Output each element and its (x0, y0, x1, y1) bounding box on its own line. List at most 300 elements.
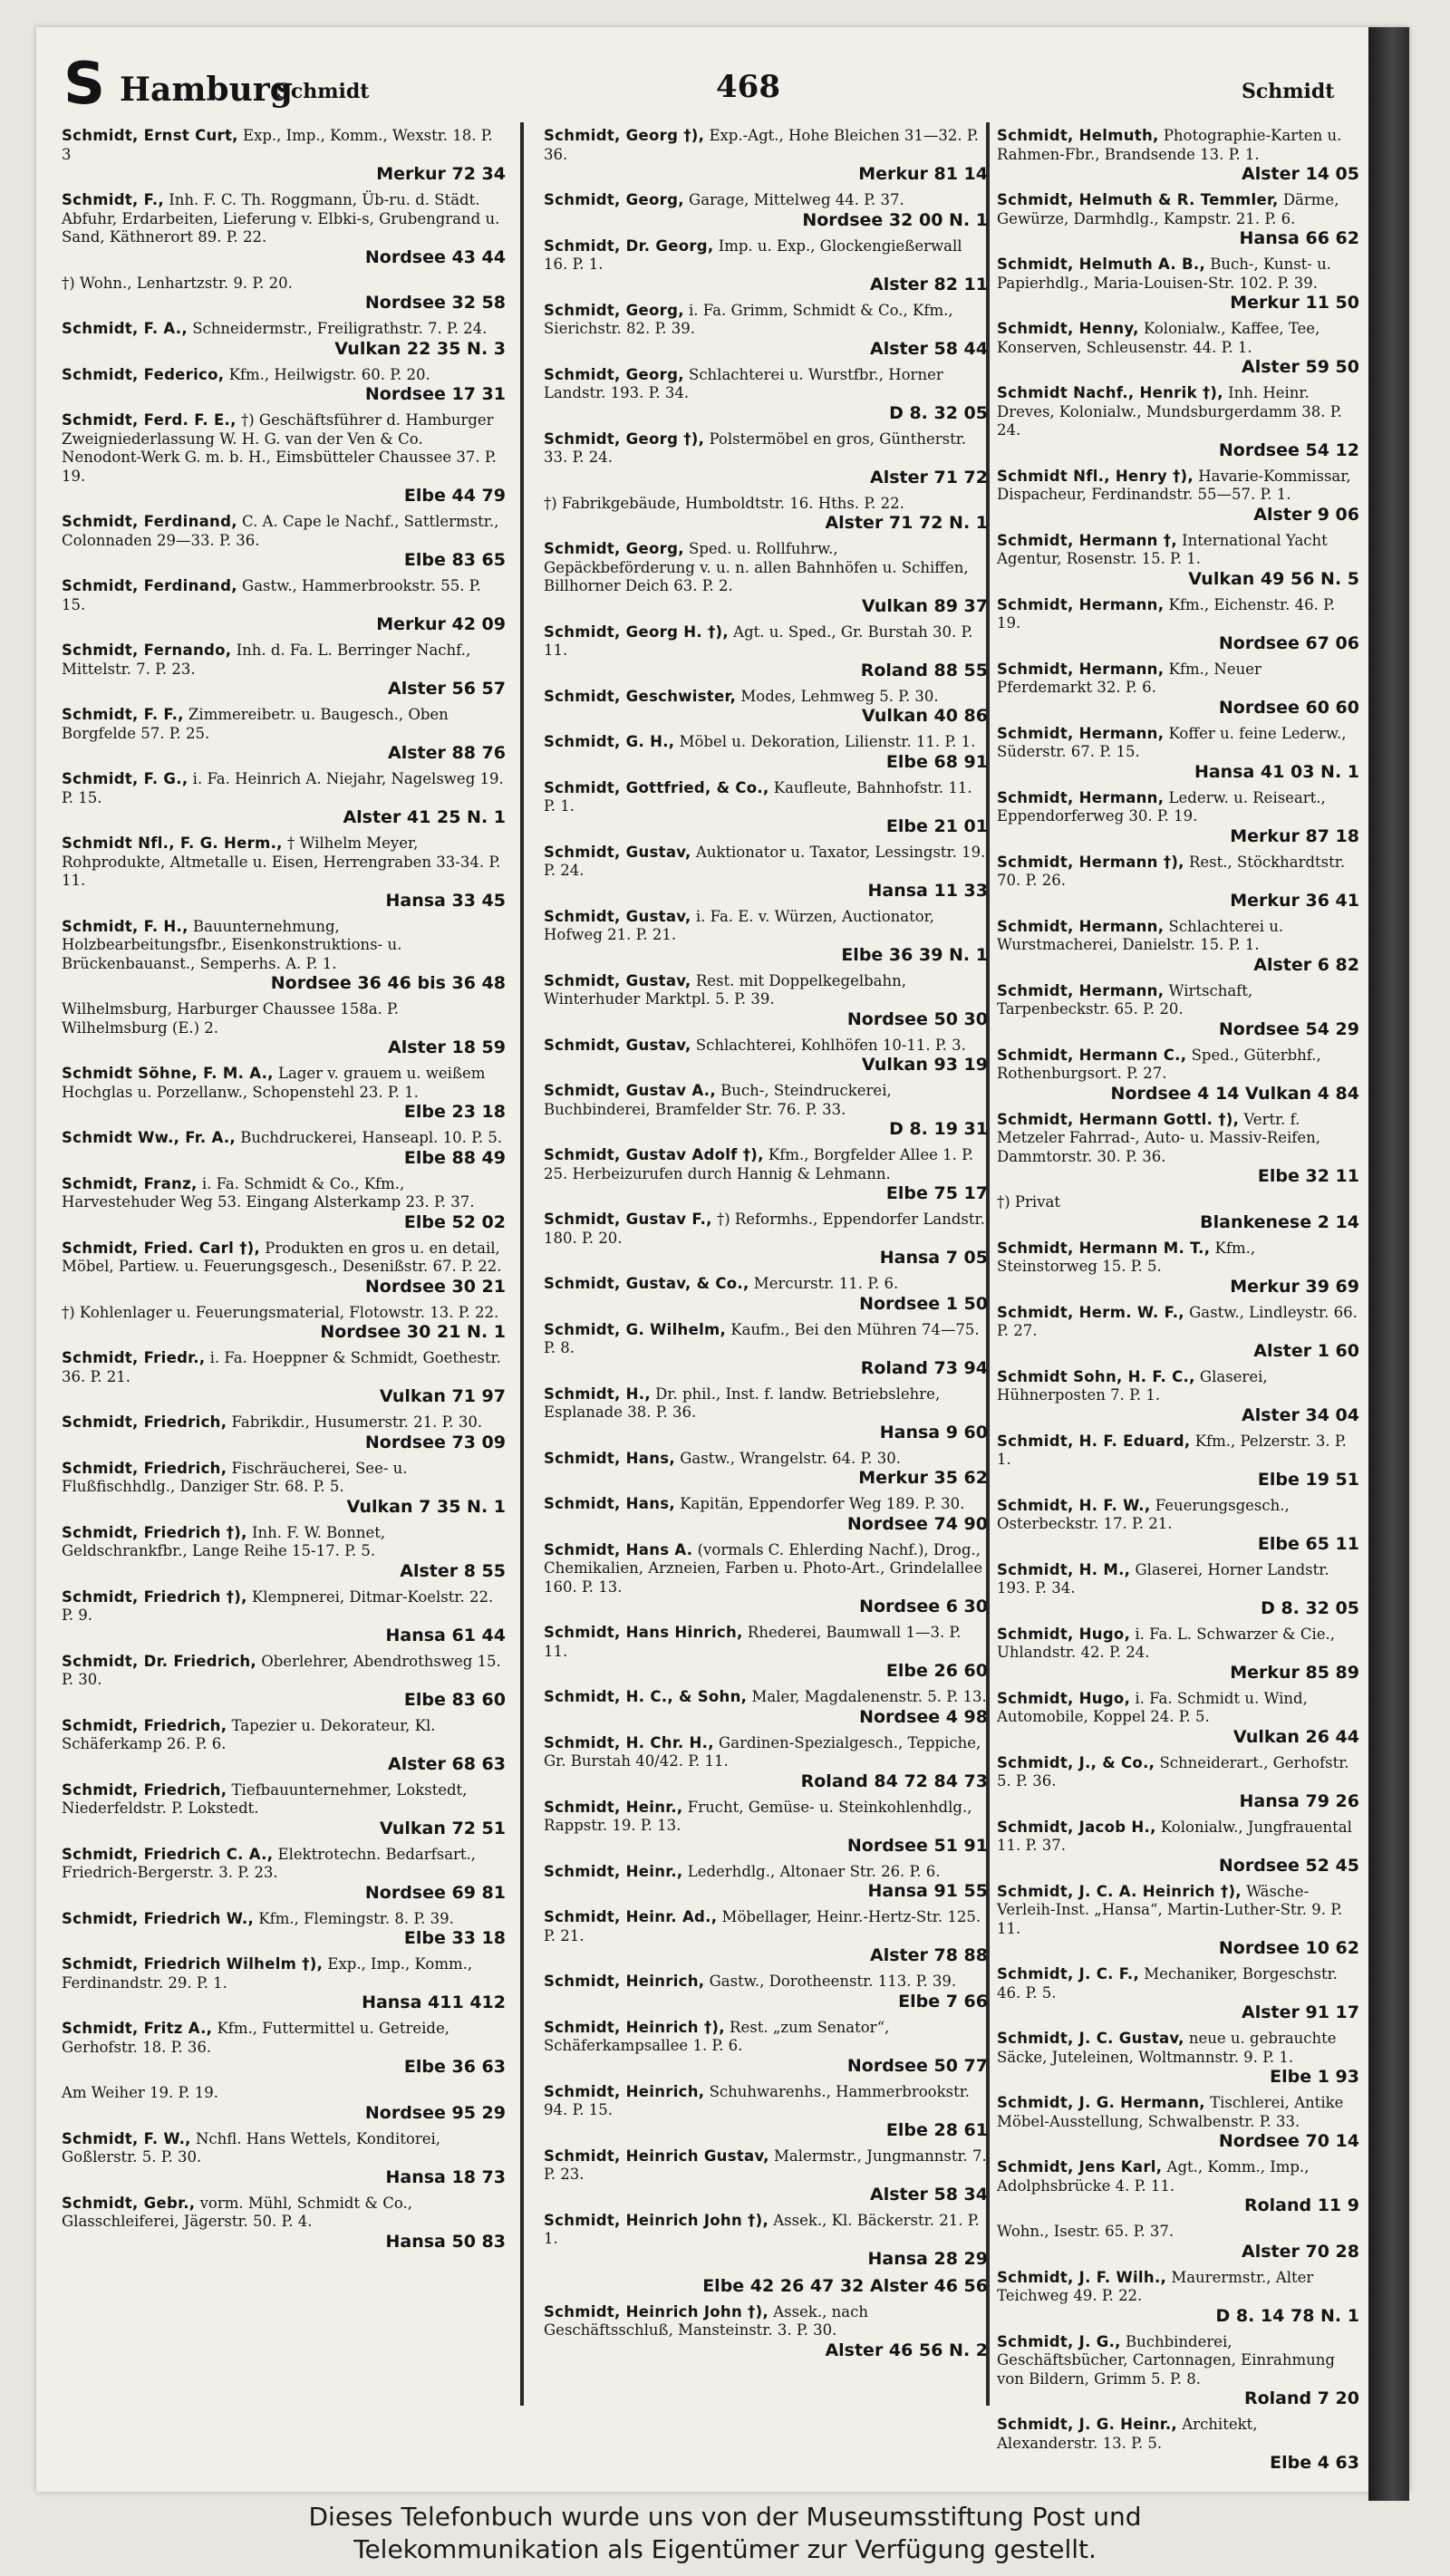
entry-name: Schmidt, Gustav F., (544, 1211, 712, 1228)
entry-phone-number: Elbe 44 79 (403, 486, 506, 506)
entry-phone-number: Elbe 1 93 (1270, 2067, 1359, 2087)
entry-phone-number: Alster 70 28 (1242, 2241, 1359, 2262)
entry-details: Architekt, Alexanderstr. 13. P. 5. (997, 2416, 1258, 2452)
directory-entry (544, 1863, 988, 1902)
entry-phone-number: Nordsee 4 14 Vulkan 4 84 (1110, 1083, 1359, 1104)
entry-name: Schmidt, Friedrich, (62, 1413, 227, 1431)
entry-phone-number: Nordsee 73 09 (364, 1432, 506, 1452)
entry-name: Schmidt, Friedr., (62, 1349, 206, 1366)
entry-details: Kfm., Borgfelder Allee 1. P. 25. Herbeizurufen durch Hannig & Lehmann. (544, 1146, 974, 1182)
entry-name: Schmidt, Ferd. F. E., (62, 411, 237, 429)
directory-entry (997, 1754, 1359, 1811)
entry-text-line (997, 854, 1359, 891)
entry-details: Tapezier u. Dekorateur, Kl. Schäferkamp 26. P. 6. (62, 1716, 436, 1752)
entry-details: Kapitän, Eppendorfer Weg 189. P. 30. (680, 1495, 965, 1512)
entry-text-line (544, 972, 988, 1009)
entry-name: Schmidt, Fried. Carl †), (62, 1239, 261, 1257)
entry-phone-number: Nordsee 32 58 (364, 293, 506, 313)
entry-name: Schmidt, Herm. W. F., (997, 1303, 1184, 1321)
directory-entry (544, 733, 988, 772)
entry-details: Glaserei, Horner Landstr. 193. P. 34. (997, 1560, 1329, 1597)
entry-details: Inh. F. C. Th. Roggmann, Üb-ru. d. Städt. Abfuhr, Erdarbeiten, Lieferung v. Elbki-s, Grubengrand u. Sand, Käthnerort 89. P. 22. (62, 191, 500, 246)
entry-name: Schmidt, G. Wilhelm, (544, 1320, 727, 1338)
directory-entry (997, 2416, 1359, 2473)
entry-details: Gastw., Wrangelstr. 64. P. 30. (680, 1449, 902, 1467)
entry-text-line (544, 302, 988, 339)
directory-entry (62, 1129, 506, 1168)
entry-details: Tiefbauunternehmer, Lokstedt, Niederfeldstr. P. Lokstedt. (62, 1780, 468, 1817)
entry-details: Möbellager, Heinr.-Hertz-Str. 125. P. 21. (544, 1908, 981, 1944)
entry-name: Schmidt Söhne, F. M. A., (62, 1065, 274, 1082)
entry-text-line (544, 1541, 988, 1597)
entry-phone-number: Hansa 11 33 (867, 880, 988, 901)
entry-name: Schmidt, Dr. Friedrich, (62, 1652, 256, 1670)
entry-text-line (997, 384, 1359, 440)
entry-details: Produkten en gros u. en detail, Möbel, Partiew. u. Feuerungsgesch., Desenißstr. 67. P. 22. (62, 1239, 502, 1275)
entry-phone-number: Merkur 87 18 (1230, 825, 1359, 846)
entry-details: Inh. F. W. Bonnet, Geldschrankfbr., Lange Reihe 15-17. P. 5. (62, 1523, 386, 1559)
entry-text-line (997, 1754, 1359, 1791)
directory-entry (544, 1495, 988, 1534)
entry-phone-number: Nordsee 52 45 (1218, 1855, 1359, 1876)
directory-entry (62, 2020, 506, 2077)
entry-text-line (62, 411, 506, 486)
entry-name: Schmidt, Hermann, (997, 724, 1165, 742)
entry-text-line (62, 2195, 506, 2232)
entry-phone-number: Alster 78 88 (870, 1945, 988, 1965)
entry-text-line (997, 1368, 1359, 1405)
entry-name: Schmidt, H. C., & Sohn, (544, 1688, 748, 1705)
entry-details: Oberlehrer, Abendrothsweg 15. P. 30. (62, 1652, 501, 1688)
entry-details: Nchfl. Hans Wettels, Konditorei, Goßlerstr. 5. P. 30. (62, 2129, 441, 2166)
entry-name: Schmidt, Hugo, (997, 1625, 1131, 1643)
entry-name: Schmidt, G. H., (544, 733, 675, 750)
directory-entry (544, 1037, 988, 1076)
directory-entry (997, 596, 1359, 653)
directory-entry (997, 1111, 1359, 1187)
directory-entry (62, 1065, 506, 1122)
entry-phone-number: Roland 11 9 (1243, 2195, 1359, 2215)
directory-entry (544, 191, 988, 230)
entry-phone-number: Alster 14 05 (1242, 164, 1359, 184)
directory-entry (544, 495, 988, 534)
entry-phone-number: Alster 82 11 (870, 274, 988, 294)
directory-entry (62, 1781, 506, 1838)
entry-name: Schmidt, F. A., (62, 320, 188, 337)
entry-text-line (544, 2083, 988, 2120)
entry-details: Kfm., Futtermittel u. Getreide, Gerhofstr. 18. P. 36. (62, 2020, 450, 2056)
entry-text-line (62, 1349, 506, 1386)
directory-entry (544, 2276, 988, 2296)
directory-entry (62, 770, 506, 827)
entry-phone-number: Merkur 42 09 (376, 614, 506, 634)
entry-phone-number: D 8. 32 05 (889, 402, 988, 423)
entry-details: Glaserei, Hühnerposten 7. P. 1. (997, 1367, 1268, 1404)
entry-phone-number: Nordsee 30 21 (364, 1276, 506, 1297)
entry-name: Schmidt, Gustav, (544, 907, 691, 925)
entry-text-line (62, 706, 506, 743)
entry-text-line (62, 1129, 506, 1148)
entry-name: Schmidt, Gebr., (62, 2194, 196, 2212)
entry-text-line (62, 1240, 506, 1277)
entry-details: †) Privat (997, 1193, 1060, 1211)
entry-name: Schmidt, Fernando, (62, 642, 232, 659)
entry-text-line (62, 513, 506, 550)
entry-phone-number: Alster 6 82 (1253, 954, 1359, 975)
entry-text-line (62, 1065, 506, 1102)
entry-name: Schmidt, Hermann, (997, 788, 1165, 806)
entry-text-line (62, 642, 506, 679)
entry-details: Schlachterei, Kohlhöfen 10-11. P. 3. (695, 1036, 966, 1054)
directory-entry (997, 725, 1359, 782)
entry-phone-number: Nordsee 95 29 (364, 2102, 506, 2123)
directory-entry (544, 2083, 988, 2140)
entry-details: Malermstr., Jungmannstr. 7. P. 23. (544, 2147, 987, 2183)
entry-details: Kfm., Eichenstr. 46. P. 19. (997, 595, 1336, 632)
entry-phone-number: Elbe 36 39 N. 1 (841, 944, 988, 965)
directory-entry (62, 275, 506, 314)
entry-phone-number: Alster 58 34 (870, 2184, 988, 2205)
entry-text-line (997, 2223, 1359, 2242)
entry-phone-number: Alster 71 72 N. 1 (825, 513, 988, 533)
entry-text-line (997, 2416, 1359, 2453)
entry-name: Schmidt, Georg †), (544, 429, 705, 448)
entry-text-line (997, 532, 1359, 569)
directory-column-3 (997, 127, 1359, 2473)
entry-details: Möbel u. Dekoration, Lilienstr. 11. P. 1. (679, 733, 976, 750)
entry-text-line (997, 2269, 1359, 2306)
entry-phone-number: Alster 56 57 (388, 679, 506, 699)
entry-phone-number: Elbe 21 01 (885, 815, 988, 836)
entry-name: Schmidt, Georg, (544, 365, 684, 383)
entry-text-line (544, 1495, 988, 1514)
entry-text-line (544, 1082, 988, 1119)
entry-text-line (544, 1275, 988, 1294)
entry-text-line (997, 256, 1359, 293)
directory-entry (62, 2130, 506, 2187)
entry-name: Schmidt, Gustav, (544, 971, 691, 989)
entry-name: Schmidt, Helmuth, (997, 127, 1159, 144)
entry-details: Kfm., Flemingstr. 8. P. 39. (258, 1909, 454, 1927)
entry-details: †) Geschäftsführer d. Hamburger Zweigniederlassung W. H. G. van der Ven & Co. Nenodont-Werk G. m. b. H., Eimsbütteler Chaussee 37. P. 19. (62, 411, 497, 485)
entry-phone-number: Elbe 83 60 (403, 1689, 506, 1710)
entry-name: Schmidt, Gottfried, & Co., (544, 778, 769, 796)
entry-details: i. Fa. Hoeppner & Schmidt, Goethestr. 36. P. 21. (62, 1349, 501, 1385)
directory-entry (544, 1275, 988, 1314)
entry-details: Assek., Kl. Bäckerstr. 21. P. 1. (544, 2211, 980, 2247)
entry-details: (vormals C. Ehlerding Nachf.), Drog., Chemikalien, Arzneien, Farben u. Photo-Art., Grindelallee 160. P. 13. (544, 1540, 983, 1596)
entry-name: Schmidt, Hermann C., (997, 1046, 1187, 1064)
entry-details: i. Fa. Schmidt & Co., Kfm., Harvestehuder Weg 53. Eingang Alsterkamp 23. P. 37. (62, 1174, 475, 1211)
entry-phone-number: Nordsee 51 91 (846, 1835, 988, 1856)
entry-name: Schmidt, Heinr., (544, 1798, 683, 1816)
entry-text-line (544, 1450, 988, 1469)
entry-phone-number: Hansa 50 83 (385, 2231, 506, 2252)
entry-text-line (62, 1588, 506, 1626)
entry-name: Schmidt, Gustav, (544, 843, 691, 861)
entry-name: Schmidt, J., & Co., (997, 1753, 1155, 1771)
entry-details: Kaufleute, Bahnhofstr. 11. P. 1. (544, 778, 972, 815)
entry-name: Schmidt, F. F., (62, 706, 184, 723)
entry-details: Bauunternehmung, Holzbearbeitungsfbr., Eisenkonstruktions- u. Brückenbauanst., Semperhs. A. P. 1. (62, 917, 402, 972)
directory-entry (544, 844, 988, 901)
entry-text-line (997, 2333, 1359, 2389)
entry-name: Schmidt, Heinrich, (544, 1973, 705, 1990)
entry-text-line (997, 918, 1359, 955)
entry-phone-number: Roland 73 94 (860, 1357, 988, 1378)
directory-entry (544, 1624, 988, 1681)
entry-name: Schmidt, J. C. F., (997, 1965, 1140, 1983)
entry-name: Schmidt Nachf., Henrik †), (997, 384, 1223, 401)
directory-entry (62, 191, 506, 267)
entry-text-line (544, 1385, 988, 1423)
entry-text-line (997, 661, 1359, 698)
directory-entry (997, 1240, 1359, 1297)
entry-name: Schmidt, Geschwister, (544, 687, 737, 705)
entry-text-line (62, 1846, 506, 1883)
entry-name: Schmidt, Hans, (544, 1449, 675, 1467)
entry-phone-number: Elbe 52 02 (403, 1211, 506, 1232)
entry-details: Maurermstr., Alter Teichweg 49. P. 22. (997, 2268, 1314, 2304)
entry-text-line (544, 844, 988, 881)
column-divider (520, 122, 524, 2406)
entry-text-line (544, 2147, 988, 2185)
entry-name: Schmidt, H. F. Eduard, (997, 1432, 1191, 1450)
entry-name: Schmidt, Heinrich Gustav, (544, 2147, 769, 2165)
entry-phone-number: Roland 7 20 (1243, 2388, 1359, 2408)
entry-phone-number: Nordsee 70 14 (1218, 2131, 1359, 2151)
entry-phone-number: Alster 59 50 (1242, 357, 1359, 377)
entry-phone-number: D 8. 14 78 N. 1 (1215, 2305, 1359, 2326)
entry-details: Inh. d. Fa. L. Berringer Nachf., Mittelstr. 7. P. 23. (62, 642, 471, 678)
entry-phone-number: Hansa 66 62 (1239, 228, 1359, 248)
entry-text-line (62, 275, 506, 294)
entry-phone-number: Nordsee 6 30 (859, 1597, 988, 1616)
entry-name: Schmidt, Federico, (62, 365, 225, 383)
directory-entry (997, 1561, 1359, 1618)
directory-entry (62, 1349, 506, 1406)
entry-phone-number: Nordsee 69 81 (364, 1882, 506, 1903)
entry-text-line (544, 495, 988, 514)
entry-text-line (997, 1626, 1359, 1663)
entry-phone-number: Hansa 7 05 (879, 1248, 988, 1268)
entry-text-line (997, 1240, 1359, 1277)
entry-text-line (997, 191, 1359, 228)
entry-name: Schmidt, Friedrich, (62, 1780, 227, 1799)
directory-entry (62, 2084, 506, 2123)
right-running-name: Schmidt (1242, 80, 1335, 103)
entry-phone-number: Elbe 4 63 (1270, 2453, 1359, 2473)
entry-details: Rest. mit Doppelkegelbahn, Winterhuder Marktpl. 5. P. 39. (544, 971, 907, 1008)
entry-details: International Yacht Agentur, Rosenstr. 15. P. 1. (997, 531, 1328, 567)
left-running-name: Schmidt (276, 80, 370, 103)
entry-text-line (997, 1883, 1359, 1939)
entry-text-line (997, 1111, 1359, 1167)
directory-entry (544, 430, 988, 487)
entry-phone-number: Hansa 411 412 (362, 1992, 506, 2012)
entry-text-line (544, 2019, 988, 2056)
directory-entry (544, 366, 988, 423)
directory-entry (544, 1146, 988, 1203)
directory-entry (544, 972, 988, 1029)
footer-notice (0, 2501, 1450, 2576)
entry-name: Schmidt, H. Chr. H., (544, 1733, 714, 1751)
entry-phone-number: Alster 9 06 (1253, 504, 1359, 525)
entry-phone-number: Elbe 75 17 (885, 1183, 988, 1203)
entry-text-line (997, 320, 1359, 357)
entry-phone-number: Elbe 33 18 (403, 1928, 506, 1948)
entry-name: Schmidt, Friedrich, (62, 1459, 227, 1477)
entry-name: Schmidt, J. C. A. Heinrich †), (997, 1882, 1242, 1900)
entry-details: Frucht, Gemüse- u. Steinkohlenhdlg., Rappstr. 19. P. 13. (544, 1798, 972, 1834)
entry-details: Am Weiher 19. P. 19. (62, 2084, 218, 2101)
entry-name: Schmidt, Jacob H., (997, 1818, 1156, 1836)
entry-name: Schmidt Nfl., F. G. Herm., (62, 835, 283, 852)
directory-entry (62, 1240, 506, 1297)
entry-text-line (544, 1908, 988, 1945)
entry-details: Schlachterei u. Wurstfbr., Horner Landstr. 193. P. 34. (544, 365, 943, 401)
entry-details: Buchbinderei, Geschäftsbücher, Cartonnagen, Einrahmung von Bildern, Grimm 5. P. 8. (997, 2332, 1335, 2388)
directory-entry (544, 1908, 988, 1965)
entry-name: Schmidt, Hermann, (997, 660, 1165, 678)
entry-details: Kfm., Neuer Pferdemarkt 32. P. 6. (997, 660, 1262, 696)
entry-details: Inh. Heinr. Dreves, Kolonialw., Mundsburgerdamm 38. P. 24. (997, 384, 1342, 439)
directory-entry (544, 2019, 988, 2076)
entry-details: Exp., Imp., Komm., Wexstr. 18. P. 3 (62, 127, 493, 163)
entry-phone-number: Hansa 28 29 (867, 2248, 988, 2269)
entry-phone-number: Alster 58 44 (870, 338, 988, 359)
entry-text-line (997, 1193, 1359, 1212)
entry-details: Tischlerei, Antike Möbel-Ausstellung, Schwalbenstr. P. 33. (997, 2094, 1344, 2130)
entry-name: Schmidt, F. H., (62, 917, 188, 935)
entry-text-line (62, 1460, 506, 1497)
entry-phone-number: Merkur 11 50 (1230, 293, 1359, 313)
entry-text-line (997, 2094, 1359, 2131)
entry-name: Schmidt, Helmuth & R. Temmler, (997, 191, 1279, 208)
entry-phone-number: Merkur 35 62 (858, 1468, 988, 1488)
entry-phone-number: Merkur 81 14 (858, 164, 988, 184)
entry-text-line (997, 1433, 1359, 1470)
directory-entry (544, 2212, 988, 2269)
entry-details: † Wilhelm Meyer, Rohprodukte, Altmetalle u. Eisen, Herrengraben 33-34. P. 11. (62, 835, 501, 889)
directory-entry (544, 1450, 988, 1489)
entry-details: Garage, Mittelweg 44. P. 37. (689, 191, 904, 208)
entry-name: Schmidt, Hermann, (997, 917, 1165, 935)
entry-name: Schmidt, Henny, (997, 320, 1139, 337)
entry-text-line (544, 908, 988, 945)
entry-name: Schmidt, Gustav, (544, 1036, 691, 1054)
entry-phone-number: Elbe 83 65 (403, 550, 506, 570)
entry-text-line (62, 1413, 506, 1433)
entry-name: Schmidt, Friedrich W., (62, 1909, 255, 1927)
entry-details: Rhederei, Baumwall 1—3. P. 11. (544, 1624, 962, 1660)
directory-entry (544, 1082, 988, 1139)
entry-details: Rest. „zum Senator“, Schäferkampsallee 1. P. 6. (544, 2018, 890, 2054)
entry-name: Schmidt, Hugo, (997, 1689, 1131, 1707)
entry-name: Schmidt, Hermann Gottl. †), (997, 1110, 1240, 1128)
entry-phone-number: Alster 71 72 (870, 467, 988, 487)
entry-name: Schmidt, Georg †), (544, 127, 705, 144)
entry-details: Wohn., Isestr. 65. P. 37. (997, 2223, 1174, 2240)
entry-phone-number: Elbe 68 91 (885, 751, 988, 772)
entry-details: Kfm., Steinstorweg 15. P. 5. (997, 1239, 1256, 1275)
entry-name: Schmidt, J. C. Gustav, (997, 2030, 1184, 2047)
entry-name: Schmidt, Friedrich C. A., (62, 1845, 274, 1863)
entry-name: Schmidt, Georg H. †), (544, 622, 729, 641)
entry-phone-number: Hansa 18 73 (385, 2166, 506, 2187)
directory-entry (997, 2158, 1359, 2215)
directory-entry (997, 127, 1359, 184)
entry-text-line (62, 1910, 506, 1929)
entry-text-line (997, 1047, 1359, 1084)
entry-phone-number: Nordsee 60 60 (1218, 697, 1359, 718)
directory-entry (997, 1368, 1359, 1425)
entry-text-line (62, 835, 506, 891)
directory-entry (62, 918, 506, 994)
entry-details: C. A. Cape le Nachf., Sattlermstr., Colonnaden 29—33. P. 36. (62, 513, 499, 549)
directory-entry (62, 577, 506, 634)
entry-details: Wirtschaft, Tarpenbeckstr. 65. P. 20. (997, 981, 1253, 1018)
entry-name: Schmidt, Hermann M. T., (997, 1239, 1211, 1257)
entry-text-line (544, 688, 988, 707)
entry-details: Därme, Gewürze, Darmhdlg., Kampstr. 21. P. 6. (997, 191, 1339, 227)
entry-text-line (544, 1973, 988, 1992)
entry-phone-number: Elbe 88 49 (403, 1147, 506, 1168)
entry-phone-number: Vulkan 22 35 N. 3 (334, 338, 506, 359)
entry-name: Schmidt, H. M., (997, 1560, 1131, 1578)
entry-details: Auktionator u. Taxator, Lessingstr. 19. P. 24. (544, 843, 986, 879)
directory-entry (544, 302, 988, 359)
directory-entry (62, 1653, 506, 1710)
entry-phone-number: Elbe 36 63 (403, 2057, 506, 2077)
directory-entry (544, 1688, 988, 1727)
directory-entry (62, 1460, 506, 1517)
entry-name: Schmidt, Jens Karl, (997, 2158, 1163, 2176)
directory-entry (62, 1175, 506, 1232)
entry-details: Sped. u. Rollfuhrw., Gepäckbeförderung v. u. n. allen Bahnhöfen u. Schiffen, Billhorner Deich 63. P. 2. (544, 540, 969, 594)
entry-name: Schmidt, Ferdinand, (62, 577, 237, 594)
entry-details: †) Fabrikgebäude, Humboldtstr. 16. Hths. P. 22. (544, 494, 904, 512)
directory-entry (997, 532, 1359, 589)
entry-text-line (544, 191, 988, 210)
entry-text-line (62, 127, 506, 164)
directory-entry (997, 1497, 1359, 1554)
entry-name: Schmidt, J. F. Wilh., (997, 2268, 1167, 2286)
entry-name: Schmidt, Hermann †), (997, 853, 1184, 871)
entry-text-line (997, 725, 1359, 762)
entry-details: Mercurstr. 11. P. 6. (753, 1275, 899, 1292)
directory-entry (997, 982, 1359, 1039)
entry-phone-number: Nordsee 1 50 (859, 1293, 988, 1314)
entry-phone-number: Merkur 85 89 (1230, 1662, 1359, 1683)
entry-details: Gardinen-Spezialgesch., Teppiche, Gr. Burstah 40/42. P. 11. (544, 1733, 981, 1770)
directory-entry (62, 513, 506, 570)
entry-phone-number: Elbe 65 11 (1257, 1533, 1359, 1554)
entry-phone-number: Elbe 19 51 (1257, 1469, 1359, 1490)
entry-text-line (997, 1304, 1359, 1341)
entry-name: Schmidt, Dr. Georg, (544, 236, 714, 255)
entry-phone-number: Hansa 9 60 (879, 1422, 988, 1442)
entry-text-line (544, 1799, 988, 1836)
entry-details: Gastw., Lindleystr. 66. P. 27. (997, 1303, 1358, 1339)
directory-column-2 (544, 127, 988, 2401)
directory-entry (62, 1588, 506, 1645)
entry-name: Schmidt, Heinrich, (544, 2082, 705, 2100)
entry-phone-number: Merkur 72 34 (376, 164, 506, 184)
entry-name: Schmidt, Franz, (62, 1174, 198, 1192)
entry-phone-number: Merkur 39 69 (1230, 1276, 1359, 1297)
entry-text-line (997, 982, 1359, 1019)
